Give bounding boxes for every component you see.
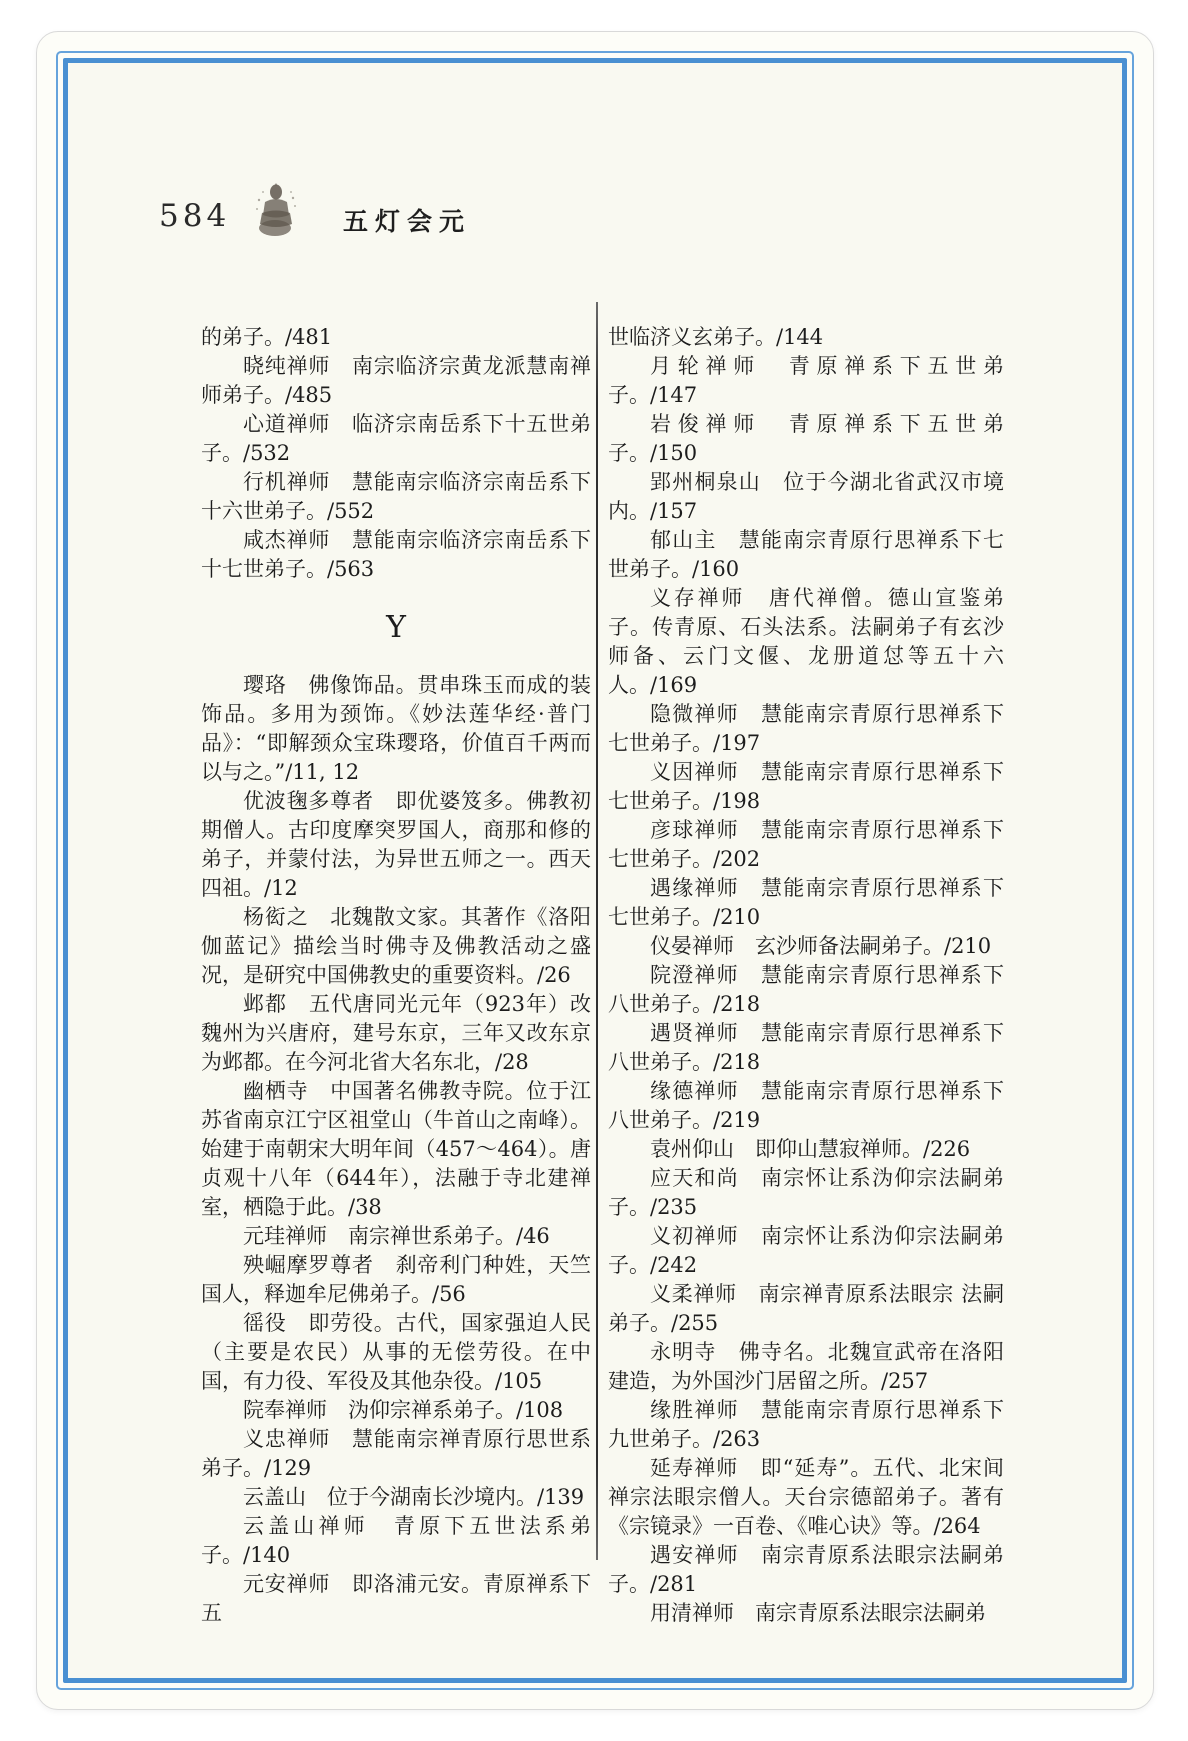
index-entry: 月轮禅师 青原禅系下五世弟子。/147	[608, 354, 1004, 407]
index-entry: 徭役 即劳役。古代，国家强迫人民（主要是农民）从事的无偿劳役。在中国，有力役、军役及其他杂役。/105	[201, 1311, 591, 1393]
index-entry: 义初禅师 南宗怀让系沩仰宗法嗣弟子。/242	[608, 1224, 1004, 1277]
index-entry: 遇缘禅师 慧能南宗青原行思禅系下七世弟子。/210	[608, 876, 1004, 929]
index-entry: 幽栖寺 中国著名佛教寺院。位于江苏省南京江宁区祖堂山（牛首山之南峰）。始建于南朝宋大明年间（457～464）。唐贞观十八年（644年），法融于寺北建禅室，栖隐于此。/38	[201, 1079, 591, 1219]
index-entry: 元珪禅师 南宗禅世系弟子。/46	[243, 1224, 550, 1248]
index-entry: 义因禅师 慧能南宗青原行思禅系下七世弟子。/198	[608, 760, 1004, 813]
index-entry: 遇贤禅师 慧能南宗青原行思禅系下八世弟子。/218	[608, 1021, 1004, 1074]
index-entry: 晓纯禅师 南宗临济宗黄龙派慧南禅师弟子。/485	[201, 354, 591, 407]
index-entry: 缘德禅师 慧能南宗青原行思禅系下八世弟子。/219	[608, 1079, 1004, 1132]
column-divider	[596, 302, 598, 1560]
index-entry: 杨衒之 北魏散文家。其著作《洛阳伽蓝记》描绘当时佛寺及佛教活动之盛况，是研究中国佛教史的重要资料。/26	[201, 905, 591, 987]
index-entry: 院澄禅师 慧能南宗青原行思禅系下八世弟子。/218	[608, 963, 1004, 1016]
page-number: 584	[159, 198, 231, 234]
index-entry: 缘胜禅师 慧能南宗青原行思禅系下九世弟子。/263	[608, 1398, 1004, 1451]
index-entry: 遇安禅师 南宗青原系法眼宗法嗣弟子。/281	[608, 1543, 1004, 1596]
index-entry: 应天和尚 南宗怀让系沩仰宗法嗣弟子。/235	[608, 1166, 1004, 1219]
index-entry: 义存禅师 唐代禅僧。德山宣鉴弟子。传青原、石头法系。法嗣弟子有玄沙师备、云门文偃、龙册道怤等五十六人。/169	[608, 586, 1004, 697]
section-letter-heading: Y	[386, 610, 406, 645]
index-entry: 义忠禅师 慧能南宗禅青原行思世系弟子。/129	[201, 1427, 591, 1480]
index-entry: 永明寺 佛寺名。北魏宣武帝在洛阳建造，为外国沙门居留之所。/257	[608, 1340, 1004, 1393]
index-entry: 邺都 五代唐同光元年（923年）改魏州为兴唐府，建号东京，三年又改东京为邺都。在今河北省大名东北，/28	[201, 992, 591, 1074]
index-entry: 璎珞 佛像饰品。贯串珠玉而成的装饰品。多用为颈饰。《妙法莲华经·普门品》：“即解颈众宝珠璎珞，价值百千两而以与之。”/11, 12	[201, 673, 591, 784]
right-column	[608, 323, 1004, 1628]
index-entry-continued: 世临济义玄弟子。/144	[608, 325, 824, 349]
buddha-icon	[251, 182, 299, 238]
index-entry: 彦球禅师 慧能南宗青原行思禅系下七世弟子。/202	[608, 818, 1004, 871]
index-entry: 云盖山禅师 青原下五世法系弟子。/140	[201, 1514, 591, 1567]
index-entry: 袁州仰山 即仰山慧寂禅师。/226	[650, 1137, 971, 1161]
index-entry: 用清禅师 南宗青原系法眼宗法嗣弟	[650, 1601, 986, 1625]
index-entry: 云盖山 位于今湖南长沙境内。/139	[243, 1485, 585, 1509]
index-entry: 行机禅师 慧能南宗临济宗南岳系下十六世弟子。/552	[201, 470, 591, 523]
index-entry: 优波毱多尊者 即优婆笈多。佛教初期僧人。古印度摩突罗国人，商那和修的弟子，并蒙付法，为异世五师之一。西天四祖。/12	[201, 789, 591, 900]
index-entry: 义柔禅师 南宗禅青原系法眼宗 法嗣弟子。/255	[608, 1282, 1004, 1335]
left-column	[201, 323, 591, 1628]
index-entry-continued: 的弟子。/481	[201, 325, 333, 349]
index-entry: 心道禅师 临济宗南岳系下十五世弟子。/532	[201, 412, 591, 465]
index-entry: 岩俊禅师 青原禅系下五世弟子。/150	[608, 412, 1004, 465]
index-entry: 郢州桐泉山 位于今湖北省武汉市境内。/157	[608, 470, 1004, 523]
index-entry: 元安禅师 即洛浦元安。青原禅系下五	[201, 1572, 591, 1625]
book-page	[36, 31, 1154, 1710]
book-title: 五灯会元	[343, 207, 472, 236]
index-entry: 隐微禅师 慧能南宗青原行思禅系下七世弟子。/197	[608, 702, 1004, 755]
index-entry: 延寿禅师 即“延寿”。五代、北宋间禅宗法眼宗僧人。天台宗德韶弟子。著有《宗镜录》一百卷、《唯心诀》等。/264	[608, 1456, 1004, 1538]
index-entry: 仪晏禅师 玄沙师备法嗣弟子。/210	[650, 934, 992, 958]
index-entry: 院奉禅师 沩仰宗禅系弟子。/108	[243, 1398, 564, 1422]
index-entry: 咸杰禅师 慧能南宗临济宗南岳系下十七世弟子。/563	[201, 528, 591, 581]
index-entry: 郁山主 慧能南宗青原行思禅系下七世弟子。/160	[608, 528, 1004, 581]
index-entry: 殃崛摩罗尊者 刹帝利门种姓，天竺国人，释迦牟尼佛弟子。/56	[201, 1253, 591, 1306]
